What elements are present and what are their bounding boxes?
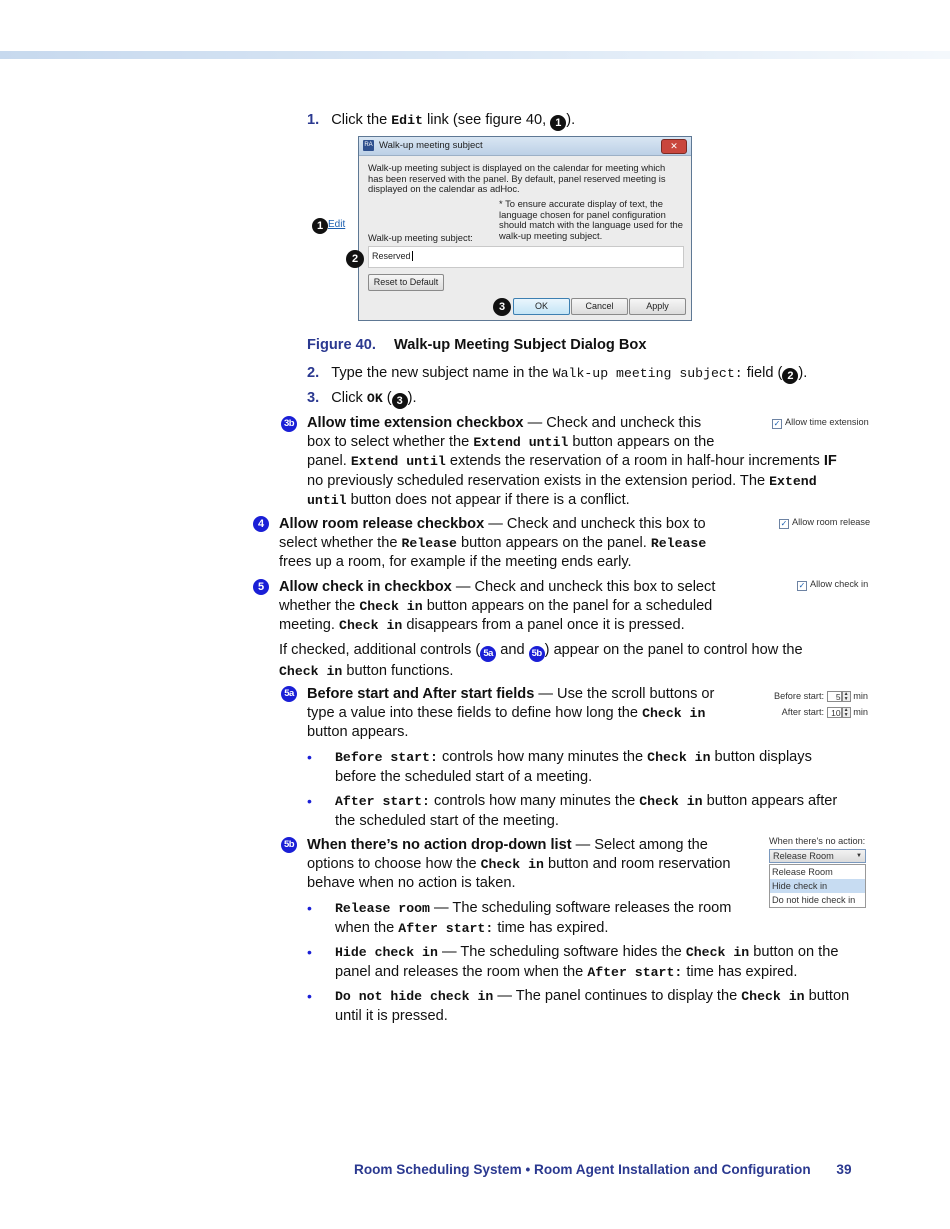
badge-3b-icon: 3b (281, 416, 297, 432)
callout-3-icon: 3 (392, 393, 408, 409)
figure-number: Figure 40. (307, 337, 376, 353)
badge-5b-icon: 5b (281, 837, 297, 853)
bullet-before-start: • Before start: controls how many minutes the Check in button displays before the scheduled start of a meeting. (307, 749, 812, 785)
step-number: 1. (307, 112, 320, 128)
figure-caption (307, 337, 646, 353)
section-5a: Before start and After start fields — Use the scroll buttons or type a value into these fields to define how long the Check in button appears. (307, 686, 715, 740)
badge-5a-icon: 5a (480, 646, 496, 662)
check-icon: ✓ (780, 519, 788, 528)
subject-label: Walk-up meeting subject: (368, 232, 473, 243)
close-icon[interactable]: ✕ (661, 139, 687, 154)
bullet-release-room: • Release room — The scheduling software releases the room when the After start: time has expired. (307, 900, 732, 936)
callout-1-icon: 1 (312, 218, 328, 234)
callout-2-icon: 2 (782, 368, 798, 384)
bullet-icon: • (307, 900, 312, 916)
callout-1-icon: 1 (550, 115, 566, 131)
dropdown-option[interactable]: Hide check in (770, 879, 865, 893)
section-4: Allow room release checkbox — Check and uncheck this box to select whether the Release button appears on the panel. Release frees up a room, for example if the meeting ends early. (279, 516, 707, 570)
bullet-icon: • (307, 793, 312, 809)
section-3b: Allow time extension checkbox — Check and uncheck this box to select whether the Extend until button appears on the panel. Extend until extends the reservation of a room in half-hour increments IF no previously scheduled reservation exists in the extension period. The Extend until button does not appear if there is a conflict. (307, 415, 837, 508)
badge-5b-icon: 5b (529, 646, 545, 662)
dialog-title: Walk-up meeting subject (379, 140, 483, 151)
header-bar (0, 51, 950, 59)
section-5-note: If checked, additional controls ( 5a and 5b ) appear on the panel to control how the Check in button functions. (279, 642, 803, 679)
badge-5a-icon: 5a (281, 686, 297, 702)
bullet-icon: • (307, 988, 312, 1004)
chevron-down-icon: ▼ (856, 853, 862, 859)
no-action-dropdown-group (769, 836, 866, 908)
callout-3-icon: 3 (493, 298, 511, 316)
check-in-checkbox[interactable]: ✓ Allow check in (798, 579, 869, 590)
after-start-input[interactable]: 10 (827, 707, 842, 718)
section-5: Allow check in checkbox — Check and uncheck this box to select whether the Check in button appears on the panel for a scheduled meeting. Check in disappears from a panel once it is pressed. (279, 579, 716, 633)
reset-to-default-button[interactable]: Reset to Default (368, 274, 444, 291)
figure-title: Walk-up Meeting Subject Dialog Box (394, 337, 647, 353)
bullet-icon: • (307, 749, 312, 765)
spin-arrows-icon[interactable]: ▲ ▼ (842, 707, 851, 718)
spin-arrows-icon[interactable]: ▲ ▼ (842, 691, 851, 702)
edit-link-callout (312, 218, 345, 234)
ok-button[interactable]: OK (513, 298, 570, 315)
check-icon: ✓ (773, 419, 781, 428)
step-3: 3. Click OK ( 3 ). (307, 390, 417, 407)
badge-5-icon: 5 (253, 579, 269, 595)
bullet-icon: • (307, 944, 312, 960)
time-extension-checkbox[interactable]: ✓ Allow time extension (773, 417, 869, 428)
check-icon: ✓ (798, 581, 806, 590)
step-2: 2. Type the new subject name in the Walk-up meeting subject: field ( 2 ). (307, 365, 808, 382)
callout-2-icon: 2 (346, 250, 364, 268)
dialog-description: Walk-up meeting subject is displayed on the calendar for meeting which has been reserved with the panel. By default, panel reserved meeting is displayed on the calendar as adHoc. (368, 162, 666, 194)
section-5b: When there’s no action drop-down list — Select among the options to choose how the Check in button and room reservation behave when no action is taken. (307, 837, 731, 891)
dialog-titlebar (359, 137, 691, 156)
subject-input[interactable]: Reserved (368, 246, 684, 268)
dropdown-label: When there's no action: (769, 836, 866, 846)
badge-4-icon: 4 (253, 516, 269, 532)
no-action-select[interactable]: Release Room ▼ (769, 849, 866, 863)
bullet-hide-check-in: • Hide check in — The scheduling software hides the Check in button on the panel and releases the room when the After start: time has expired. (307, 944, 839, 980)
step-1: 1. Click the Edit link (see figure 40, 1 ). (307, 112, 576, 129)
app-icon: RA (363, 140, 374, 151)
apply-button[interactable]: Apply (629, 298, 686, 315)
bullet-after-start: • After start: controls how many minutes the Check in button appears after the scheduled start of the meeting. (307, 793, 838, 829)
footer-text: Room Scheduling System • Room Agent Installation and Configuration (354, 1162, 811, 1177)
footer (354, 1162, 852, 1177)
cancel-button[interactable]: Cancel (571, 298, 628, 315)
bullet-do-not-hide: • Do not hide check in — The panel continues to display the Check in button until it is pressed. (307, 988, 850, 1024)
start-fields: Before start: 5 ▲ ▼ min After start: 10 ▲ ▼ min (774, 691, 868, 719)
walkup-dialog (358, 136, 692, 321)
room-release-checkbox[interactable]: ✓ Allow room release (780, 517, 871, 528)
before-start-input[interactable]: 5 (827, 691, 842, 702)
page-number: 39 (836, 1162, 852, 1177)
dialog-note: * To ensure accurate display of text, the language chosen for panel configuration should match with the language used for the walk-up meeting subject. (499, 198, 683, 241)
dropdown-option[interactable]: Do not hide check in (772, 895, 856, 905)
dropdown-option[interactable]: Release Room (772, 867, 833, 877)
edit-link[interactable]: Edit (328, 219, 346, 230)
